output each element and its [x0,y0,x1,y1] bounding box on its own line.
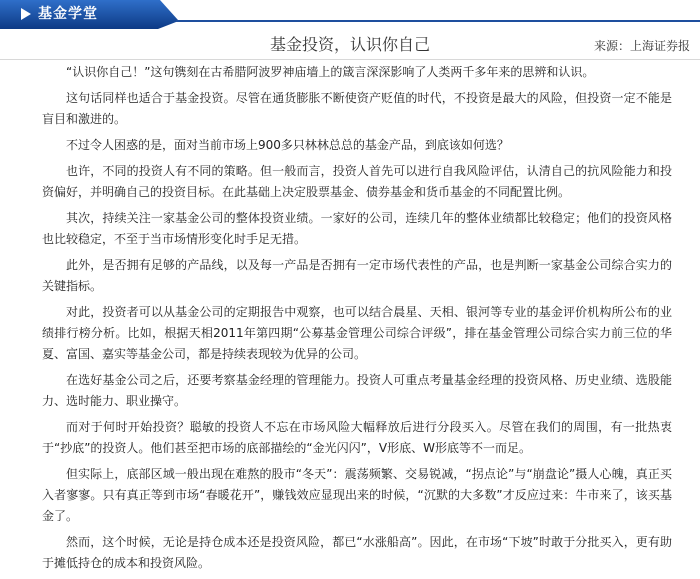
paragraph: 此外，是否拥有足够的产品线，以及每一产品是否拥有一定市场代表性的产品，也是判断一家基金公司综合实力的关键指标。 [42,258,672,293]
section-title[interactable]: 基金学堂 [38,6,98,22]
paragraph: “认识你自己！”这句镌刻在古希腊阿波罗神庙墙上的箴言深深影响了人类两千多年来的思辨和认识。 [66,65,595,79]
article-title-row [0,29,700,60]
article-body [42,62,672,579]
paragraph: 对此，投资者可以从基金公司的定期报告中观察，也可以结合晨星、天相、银河等专业的基金评价机构所公布的业绩排行榜分析。比如，根据天相2011年第四期“公募基金管理公司综合评级”，排在基金管理公司综合实力前三位的华夏、富国、嘉实等基金公司，都是持续表现较为优异的公司。 [42,305,672,361]
paragraph: 然而，这个时候，无论是持仓成本还是投资风险，都已“水涨船高”。因此，在市场“下坡”时敢于分批买入，更有助于摊低持仓的成本和投资风险。 [42,535,672,570]
paragraph: 也许，不同的投资人有不同的策略。但一般而言，投资人首先可以进行自我风险评估，认清自己的抗风险能力和投资偏好，并明确自己的投资目标。在此基础上决定股票基金、债券基金和货币基金的不同配置比例。 [42,164,672,199]
paragraph: 其次，持续关注一家基金公司的整体投资业绩。一家好的公司，连续几年的整体业绩都比较稳定；他们的投资风格也比较稳定，不至于当市场情形变化时手足无措。 [42,211,672,246]
article-source: 来源：上海证券报 [593,39,690,53]
header-bar-background [0,0,700,29]
paragraph: 在选好基金公司之后，还要考察基金经理的管理能力。投资人可重点考量基金经理的投资风格、历史业绩、选股能力、选时能力、职业操守。 [42,373,672,408]
paragraph: 而对于何时开始投资？聪敏的投资人不忘在市场风险大幅释放后进行分段买入。尽管在我们的周围，有一批热衷于“抄底”的投资人。他们甚至把市场的底部描绘的“金光闪闪”，V形底、W形底等不一而足。 [42,420,672,455]
play-arrow-icon [21,8,31,20]
article-title: 基金投资，认识你自己 [269,35,430,54]
paragraph: 这句话同样也适合于基金投资。尽管在通货膨胀不断使资产贬值的时代，不投资是最大的风险，但投资一定不能是盲目和激进的。 [42,91,672,126]
paragraph: 不过令人困惑的是，面对当前市场上900多只林林总总的基金产品，到底该如何选？ [66,138,509,152]
section-header-bar [0,0,700,29]
paragraph: 但实际上，底部区域一般出现在难熬的股市“冬天”：震荡频繁、交易锐减，“拐点论”与“崩盘论”摄人心魄，真正买入者寥寥。只有真正等到市场“春暖花开”，赚钱效应显现出来的时候，“沉默的大多数”才反应过来：牛市来了，该买基金了。 [42,467,672,523]
